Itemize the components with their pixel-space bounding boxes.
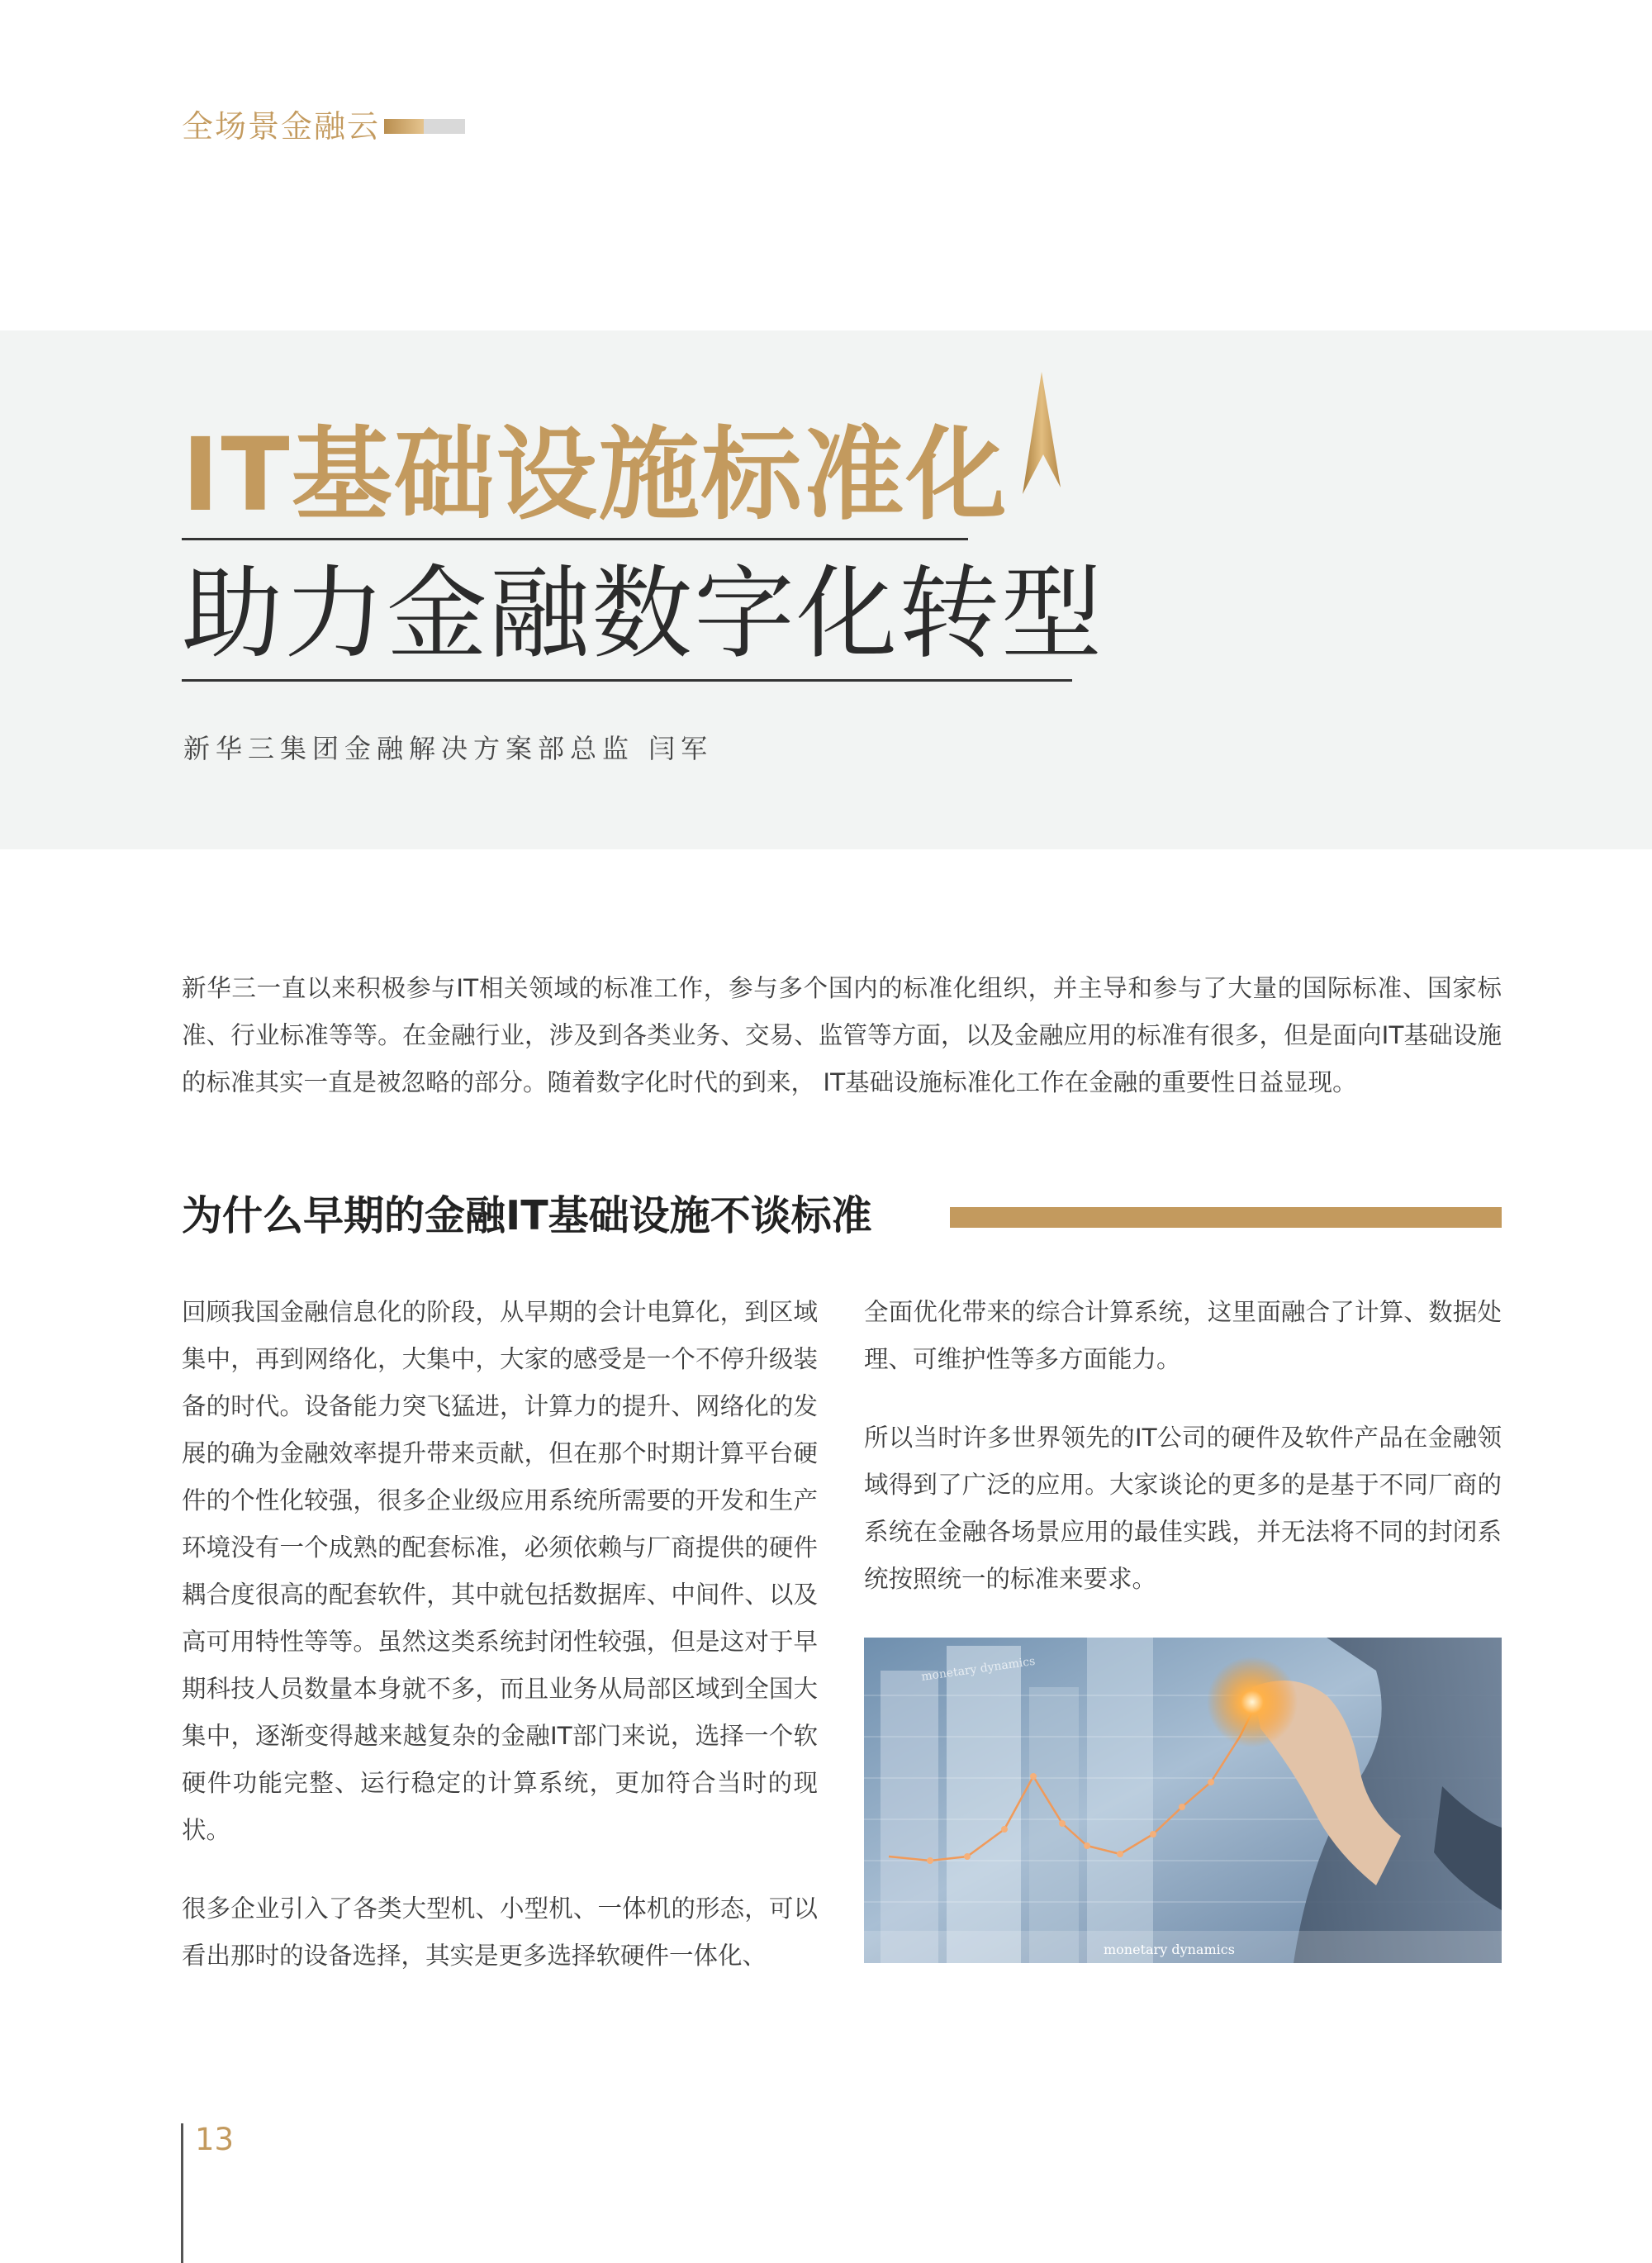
section-heading-bar bbox=[950, 1207, 1502, 1228]
article-title-line2: 助力金融数字化转型 bbox=[182, 555, 1104, 673]
photo-caption-bottom: monetary dynamics bbox=[1104, 1942, 1235, 1957]
body-paragraph: 所以当时许多世界领先的IT公司的硬件及软件产品在金融领域得到了广泛的应用。大家谈论的更多的是基于不同厂商的系统在金融各场景应用的最佳实践，并无法将不同的封闭系统按照统一的标准来要求。 bbox=[864, 1424, 1502, 1593]
header-accent-bar-grey bbox=[424, 119, 465, 134]
right-column bbox=[864, 1289, 1502, 1634]
running-header: 全场景金融云 bbox=[182, 108, 381, 145]
article-title-line1: IT基础设施标准化 bbox=[182, 416, 1009, 534]
intro-paragraph: 新华三一直以来积极参与IT相关领域的标准工作，参与多个国内的标准化组织，并主导和参与了大量的国际标准、国家标准、行业标准等等。在金融行业，涉及到各类业务、交易、监管等方面，以及金融应用的标准有很多，但是面向IT基础设施的标准其实一直是被忽略的部分。随着数字化时代的到来， IT基础设施标准化工作在金融的重要性日益显现。 bbox=[182, 974, 1502, 1096]
page-number: 13 bbox=[195, 2122, 235, 2157]
author-byline: 新华三集团金融解决方案部总监 闫军 bbox=[183, 733, 714, 764]
business-chart-photo bbox=[864, 1638, 1502, 1963]
body-paragraph: 很多企业引入了各类大型机、小型机、一体机的形态，可以看出那时的设备选择，其实是更多选择软硬件一体化、 bbox=[182, 1895, 818, 1970]
photo-caption-top: monetary dynamics bbox=[920, 1654, 1037, 1684]
left-column bbox=[182, 1289, 818, 2011]
title-underline bbox=[182, 538, 968, 540]
page-number-rule bbox=[181, 2123, 183, 2263]
body-paragraph: 回顾我国金融信息化的阶段，从早期的会计电算化，到区域集中，再到网络化，大集中，大家的感受是一个不停升级装备的时代。设备能力突飞猛进，计算力的提升、网络化的发展的确为金融效率提升带来贡献，但在那个时期计算平台硬件的个性化较强，很多企业级应用系统所需要的开发和生产环境没有一个成熟的配套标准，必须依赖与厂商提供的硬件耦合度很高的配套软件，其中就包括数据库、中间件、以及高可用特性等等。虽然这类系统封闭性较强，但是这对于早期科技人员数量本身就不多，而且业务从局部区域到全国大集中，逐渐变得越来越复杂的金融IT部门来说，选择一个软硬件功能完整、运行稳定的计算系统，更加符合当时的现状。 bbox=[182, 1298, 818, 1844]
header-accent-bar bbox=[384, 119, 424, 134]
section-heading: 为什么早期的金融IT基础设施不谈标准 bbox=[182, 1192, 872, 1239]
body-paragraph: 全面优化带来的综合计算系统，这里面融合了计算、数据处理、可维护性等多方面能力。 bbox=[864, 1298, 1502, 1373]
title-underline bbox=[182, 679, 1072, 682]
gold-arrow-icon bbox=[1021, 372, 1062, 496]
